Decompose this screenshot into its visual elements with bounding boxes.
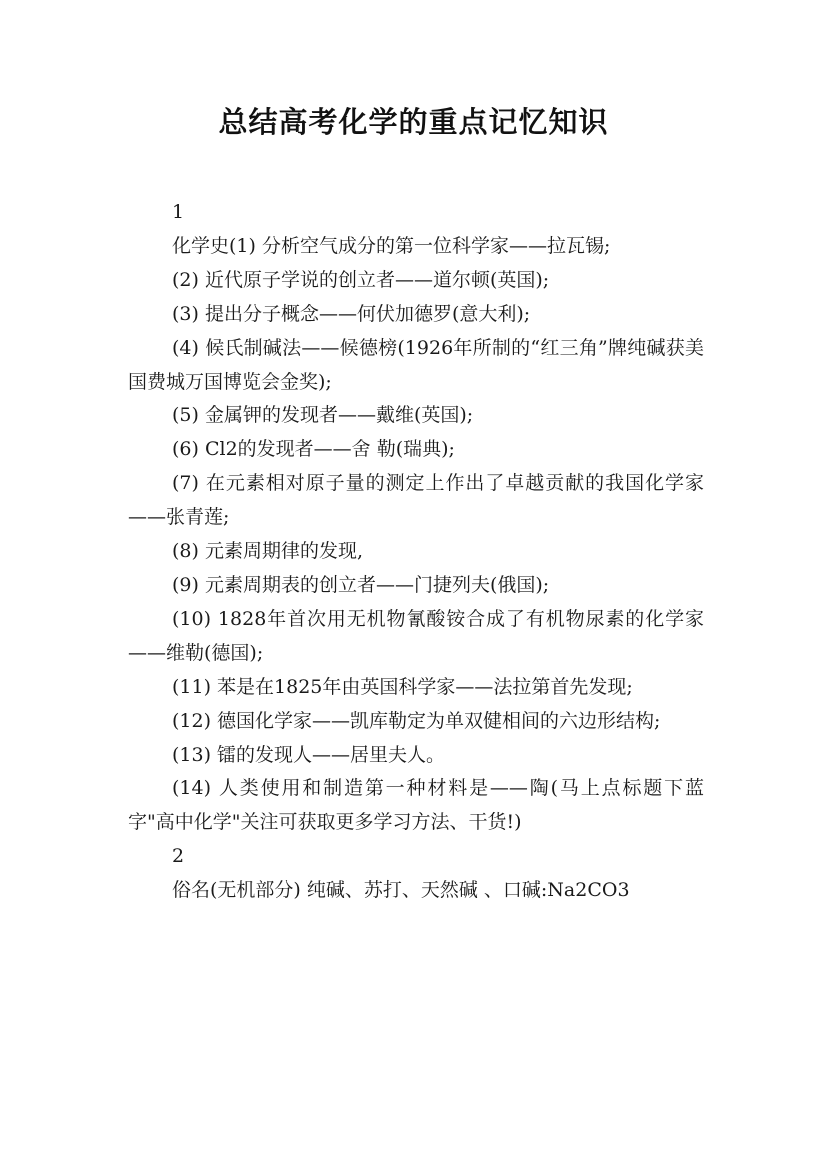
- paragraph-history-5: (5) 金属钾的发现者——戴维(英国);: [172, 404, 474, 427]
- paragraph-history-1: 化学史(1) 分析空气成分的第一位科学家——拉瓦锡;: [172, 234, 611, 257]
- paragraph-history-2: (2) 近代原子学说的创立者——道尔顿(英国);: [172, 268, 550, 291]
- paragraph-history-3: (3) 提出分子概念——何伏加德罗(意大利);: [172, 302, 531, 325]
- paragraph-section-1-number: 1: [172, 201, 185, 223]
- paragraph-history-11: (11) 苯是在1825年由英国科学家——法拉第首先发现;: [172, 675, 633, 698]
- paragraph-history-8: (8) 元素周期律的发现,: [172, 540, 363, 563]
- paragraph-history-7: (7) 在元素相对原子量的测定上作出了卓越贡献的我国化学家——张青莲;: [128, 472, 704, 529]
- paragraph-section-2-number: 2: [172, 845, 185, 868]
- paragraph-history-14: (14) 人类使用和制造第一种材料是——陶(马上点标题下蓝字"高中化学"关注可获取更多学习方法、干货!): [128, 777, 704, 834]
- paragraph-history-9: (9) 元素周期表的创立者——门捷列夫(俄国);: [172, 573, 550, 596]
- page-title: 总结高考化学的重点记忆知识: [218, 105, 609, 139]
- paragraph-common-names-1: 俗名(无机部分) 纯碱、苏打、天然碱 、口碱:Na2CO3: [172, 879, 630, 902]
- document-body: [128, 196, 704, 908]
- paragraph-history-6: (6) Cl2的发现者——舍 勒(瑞典);: [172, 438, 455, 461]
- paragraph-history-12: (12) 德国化学家——凯库勒定为单双健相间的六边形结构;: [172, 709, 661, 732]
- paragraph-history-10: (10) 1828年首次用无机物氰酸铵合成了有机物尿素的化学家——维勒(德国);: [128, 607, 704, 664]
- paragraph-history-4: (4) 候氏制碱法——候德榜(1926年所制的“红三角”牌纯碱获美国费城万国博览会金奖);: [128, 336, 704, 393]
- paragraph-history-13: (13) 镭的发现人——居里夫人。: [172, 743, 446, 766]
